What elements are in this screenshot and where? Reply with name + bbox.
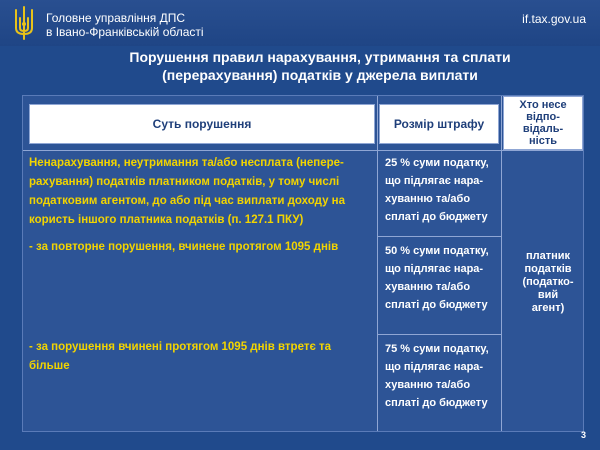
responsible-header-line-3: відаль- [522, 123, 564, 135]
row-divider [377, 236, 501, 237]
responsible-line: платник [525, 250, 571, 262]
fine-line: хуванню та/або [385, 281, 471, 293]
column-divider [501, 96, 502, 431]
page-number: 3 [580, 430, 586, 440]
column-divider [377, 96, 378, 431]
title-line-1: Порушення правил нарахування, утримання та сплати [129, 49, 511, 65]
title-line-2: (перерахування) податків у джерела виплати [162, 67, 478, 83]
violation-third-line: більше [29, 360, 70, 372]
violation-main-line: рахування) податків платником податків, у тому числі [29, 176, 340, 188]
fine-75 [385, 340, 501, 412]
responsible-party [513, 250, 583, 315]
violation-repeat [29, 238, 369, 257]
responsible-line: (податко- [522, 276, 574, 288]
fine-line: що підлягає нара- [385, 263, 484, 275]
header-divider [23, 150, 583, 151]
violation-main-line: Ненарахування, неутримання та/або несплата (непере- [29, 157, 344, 169]
violation-main [29, 154, 369, 230]
header-bar [0, 0, 600, 46]
fine-50 [385, 242, 501, 314]
fine-line: що підлягає нара- [385, 175, 484, 187]
violation-main-line: податковим агентом, до або під час виплати доходу на [29, 195, 346, 207]
responsible-line: податків [524, 263, 572, 275]
org-line-1: Головне управління ДПС [46, 11, 186, 25]
violation-third-line: - за порушення вчинені протягом 1095 днів втретє та [29, 341, 332, 353]
fine-line: сплаті до бюджету [385, 397, 488, 409]
responsible-header-line-2: відпо- [526, 111, 560, 123]
responsible-line: вий [537, 289, 559, 301]
organization-name [46, 11, 204, 39]
violation-main-line: користь іншого платника податків (п. 127.1 ПКУ) [29, 214, 304, 226]
org-line-2: в Івано-Франківській області [46, 25, 204, 39]
column-header-responsible [503, 96, 583, 150]
row-divider [377, 334, 501, 335]
fine-line: хуванню та/або [385, 379, 471, 391]
fine-line: що підлягає нара- [385, 361, 484, 373]
fine-25 [385, 154, 501, 226]
violation-third [29, 338, 369, 376]
site-url: if.tax.gov.ua [522, 12, 586, 26]
page-title [60, 48, 580, 84]
fine-line: хуванню та/або [385, 193, 471, 205]
fine-line: 50 % суми податку, [385, 245, 489, 257]
fine-line: 25 % суми податку, [385, 157, 489, 169]
responsible-header-line-4: ність [529, 135, 557, 147]
trident-emblem-icon [12, 6, 36, 40]
column-header-fine: Розмір штрафу [379, 104, 499, 144]
responsible-header-line-1: Хто несе [519, 99, 567, 111]
column-header-violation: Суть порушення [29, 104, 375, 144]
fine-line: сплаті до бюджету [385, 299, 488, 311]
violations-table [22, 95, 584, 432]
fine-line: сплаті до бюджету [385, 211, 488, 223]
fine-line: 75 % суми податку, [385, 343, 489, 355]
responsible-line: агент) [531, 302, 565, 314]
violation-repeat-line: - за повторне порушення, вчинене протягом 1095 днів [29, 241, 339, 253]
